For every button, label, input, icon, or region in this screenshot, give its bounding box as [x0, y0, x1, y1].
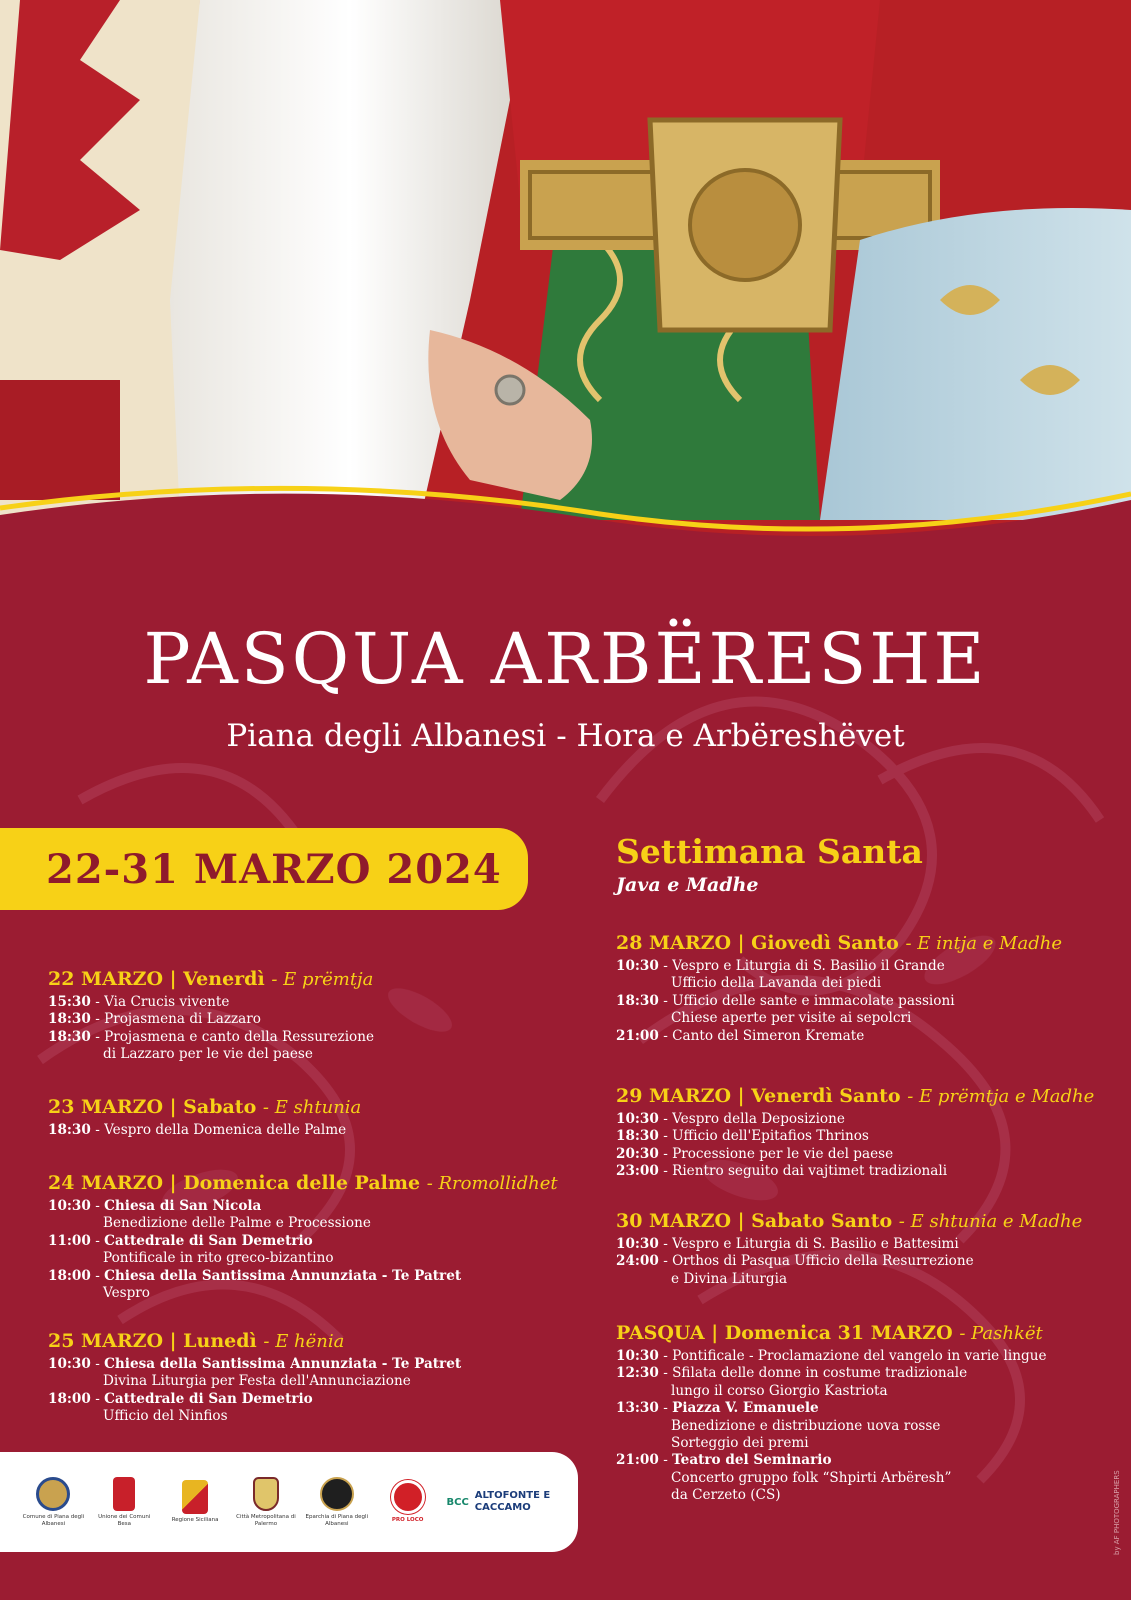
list-item: 23:00 - Rientro seguito dai vajtimet tradizionali [616, 1163, 948, 1180]
bcc-bank-icon: BCC [446, 1496, 469, 1508]
day-heading: 28 MARZO | Giovedì Santo - E intja e Madhe [616, 932, 1063, 954]
list-item: Ufficio del Ninfios [103, 1408, 228, 1425]
event-list [616, 1236, 1082, 1288]
list-item: 13:30 - Piazza V. Emanuele [616, 1400, 819, 1417]
municipal-crest-icon [36, 1477, 70, 1511]
sponsor-logo-bcc: BCC ALTOFONTE E CACCAMO [446, 1490, 551, 1513]
list-item: 18:30 - Projasmena e canto della Ressurezione [48, 1028, 375, 1045]
event-list [48, 1356, 461, 1426]
sponsor-logo: Regione Siciliana [163, 1480, 227, 1524]
list-item: 18:30 - Ufficio delle sante e immacolate passioni [616, 992, 955, 1009]
day-heading: 29 MARZO | Venerdì Santo - E prëmtja e Madhe [616, 1085, 1095, 1107]
sponsor-logo-strip [0, 1452, 578, 1552]
list-item: Ufficio della Lavanda dei piedi [671, 975, 882, 992]
list-item: 12:30 - Sfilata delle donne in costume tradizionale [616, 1365, 968, 1382]
week-subtitle: Java e Madhe [616, 874, 759, 896]
list-item: 18:30 - Vespro della Domenica delle Palme [48, 1122, 347, 1138]
list-item: 18:30 - Ufficio dell'Epitafios Thrinos [616, 1128, 869, 1145]
day-block-30 [616, 1210, 1082, 1288]
list-item: 18:00 - Chiesa della Santissima Annunziata - Te Patret [48, 1267, 462, 1284]
list-item: Divina Liturgia per Festa dell'Annunciazione [103, 1373, 411, 1390]
list-item: lungo il corso Giorgio Kastriota [671, 1382, 888, 1399]
day-block-29 [616, 1085, 1094, 1181]
list-item: da Cerzeto (CS) [671, 1487, 781, 1504]
eparchy-seal-icon [320, 1477, 354, 1511]
list-item: 10:30 - Chiesa di San Nicola [48, 1198, 262, 1214]
list-item: 18:30 - Projasmena di Lazzaro [48, 1011, 261, 1028]
list-item: 11:00 - Cattedrale di San Demetrio [48, 1232, 313, 1249]
day-heading: PASQUA | Domenica 31 MARZO - Pashkët [616, 1322, 1043, 1344]
list-item: 10:30 - Vespro e Liturgia di S. Basilio e Battesimi [616, 1236, 959, 1252]
day-block-23 [48, 1096, 361, 1139]
list-item: e Divina Liturgia [671, 1270, 788, 1287]
list-item: Sorteggio dei premi [671, 1435, 809, 1452]
event-list [48, 1198, 558, 1302]
list-item: 21:00 - Canto del Simeron Kremate [616, 1027, 865, 1044]
photo-credit: by AF PHOTOGRAPHERS [1113, 1470, 1121, 1555]
sponsor-logo: Eparchia di Piana degli Albanesi [305, 1477, 369, 1527]
list-item: 10:30 - Vespro e Liturgia di S. Basilio il Grande [616, 958, 945, 974]
day-block-24 [48, 1172, 558, 1302]
sicily-region-icon [182, 1480, 208, 1514]
event-dates: 22-31 MARZO 2024 [46, 845, 502, 893]
union-crest-icon [113, 1477, 135, 1511]
day-block-28 [616, 932, 1062, 1045]
list-item: 10:30 - Vespro della Deposizione [616, 1111, 845, 1127]
event-list [48, 994, 374, 1064]
list-item: 24:00 - Orthos di Pasqua Ufficio della Resurrezione [616, 1253, 974, 1270]
day-heading: 22 MARZO | Venerdì - E prëmtja [48, 968, 374, 990]
day-block-25 [48, 1330, 461, 1426]
sponsor-logo: Città Metropolitana di Palermo [234, 1477, 298, 1527]
day-heading: 25 MARZO | Lunedì - E hënia [48, 1330, 345, 1352]
event-list [48, 1122, 361, 1139]
sponsor-logo: Comune di Piana degli Albanesi [21, 1477, 85, 1527]
sponsor-logo: Unione dei Comuni Besa [92, 1477, 156, 1527]
day-block-31 [616, 1322, 1047, 1505]
list-item: 20:30 - Processione per le vie del paese [616, 1145, 894, 1162]
list-item: Benedizione delle Palme e Processione [103, 1215, 371, 1232]
day-block-22 [48, 968, 374, 1064]
list-item: Pontificale in rito greco-bizantino [103, 1250, 334, 1267]
event-list [616, 1348, 1047, 1505]
list-item: Concerto gruppo folk “Shpirti Arbëresh” [671, 1469, 952, 1486]
page-subtitle: Piana degli Albanesi - Hora e Arbëreshëvet [226, 718, 905, 754]
metro-city-crest-icon [253, 1477, 279, 1511]
list-item: di Lazzaro per le vie del paese [103, 1046, 313, 1063]
week-title: Settimana Santa [616, 832, 923, 871]
list-item: Chiese aperte per visite ai sepolcri [671, 1010, 912, 1027]
event-list [616, 958, 1062, 1045]
pro-loco-icon [391, 1480, 425, 1514]
day-heading: 30 MARZO | Sabato Santo - E shtunia e Madhe [616, 1210, 1083, 1232]
list-item: 21:00 - Teatro del Seminario [616, 1452, 832, 1469]
event-list [616, 1111, 1094, 1181]
date-banner [0, 828, 528, 910]
list-item: 18:00 - Cattedrale di San Demetrio [48, 1390, 313, 1407]
day-heading: 24 MARZO | Domenica delle Palme - Rromollidhet [48, 1172, 558, 1194]
page-title: PASQUA ARBËRESHE [143, 618, 988, 700]
list-item: 10:30 - Pontificale - Proclamazione del vangelo in varie lingue [616, 1348, 1047, 1364]
list-item: 10:30 - Chiesa della Santissima Annunziata - Te Patret [48, 1356, 462, 1372]
sponsor-logo: PRO LOCO [376, 1480, 440, 1524]
list-item: 15:30 - Via Crucis vivente [48, 994, 230, 1010]
list-item: Benedizione e distribuzione uova rosse [671, 1417, 941, 1434]
costume-photo [0, 0, 1131, 560]
list-item: Vespro [103, 1285, 150, 1302]
day-heading: 23 MARZO | Sabato - E shtunia [48, 1096, 362, 1118]
